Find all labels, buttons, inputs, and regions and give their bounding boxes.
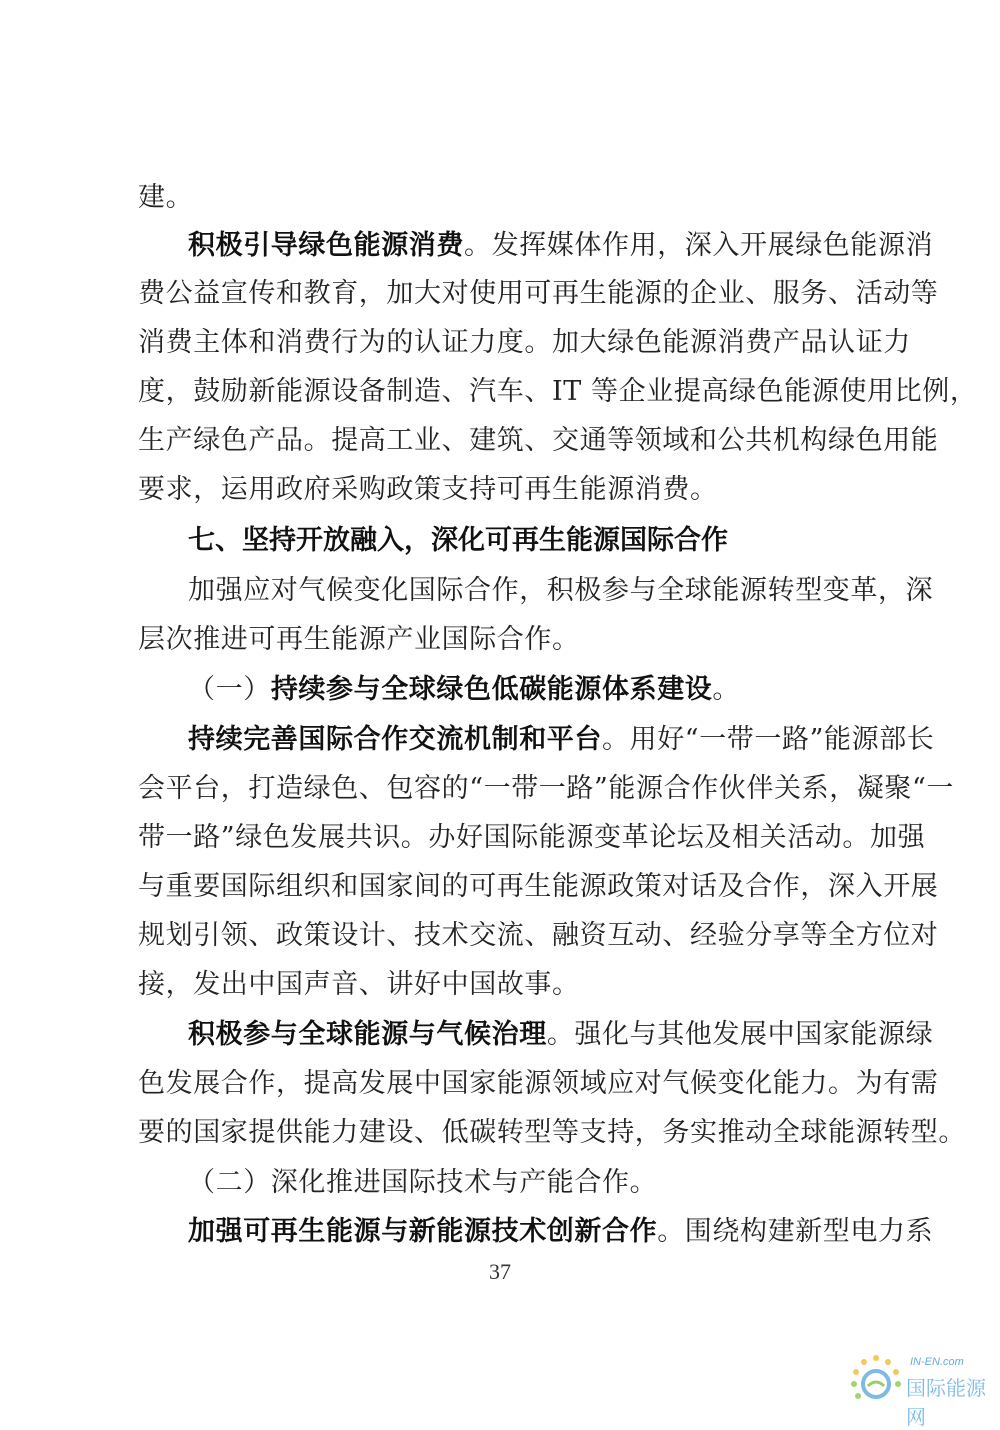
subsection-end: 。 [712, 674, 741, 705]
paragraph-line: 规划引领、政策设计、技术交流、融资互动、经验分享等全方位对 [138, 920, 939, 951]
paragraph-line: 接，发出中国声音、讲好中国故事。 [138, 969, 580, 1000]
subsection-heading: （二）深化推进国际技术与产能合作。 [188, 1167, 658, 1198]
page-number: 37 [489, 1259, 511, 1284]
subsection-heading [188, 672, 740, 708]
paragraph-line [188, 1017, 933, 1053]
paragraph-line: 要的国家提供能力建设、低碳转型等支持，务实推动全球能源转型。 [138, 1117, 966, 1148]
paragraph-line: 消费主体和消费行为的认证力度。加大绿色能源消费产品认证力 [138, 327, 911, 358]
paragraph-text: 。用好“一带一路”能源部长 [602, 724, 935, 755]
paragraph-line: 带一路”绿色发展共识。办好国际能源变革论坛及相关活动。加强 [138, 822, 926, 853]
paragraph-line: 要求，运用政府采购政策支持可再生能源消费。 [138, 474, 718, 505]
paragraph-line: 建。 [138, 182, 194, 213]
paragraph-text: 。围绕构建新型电力系 [657, 1216, 934, 1247]
paragraph-line: 费公益宣传和教育，加大对使用可再生能源的企业、服务、活动等 [138, 278, 939, 309]
paragraph-line: 加强应对气候变化国际合作，积极参与全球能源转型变革，深 [188, 575, 934, 606]
section-heading: 七、坚持开放融入，深化可再生能源国际合作 [188, 525, 728, 556]
watermark-text-cn: 国际能源网 [906, 1376, 986, 1429]
paragraph-line [188, 722, 934, 758]
paragraph-line: 与重要国际组织和国家间的可再生能源政策对话及合作，深入开展 [138, 871, 939, 902]
paragraph-line: 会平台，打造绿色、包容的“一带一路”能源合作伙伴关系，凝聚“一 [138, 773, 955, 804]
subsection-number: （一） [188, 674, 271, 705]
watermark-text-en: IN-EN.com [910, 1356, 964, 1368]
paragraph-line: 层次推进可再生能源产业国际合作。 [138, 624, 580, 655]
watermark [848, 1352, 998, 1429]
sun-logo-icon [848, 1352, 904, 1408]
paragraph-text: 。发挥媒体作用，深入开展绿色能源消 [464, 230, 934, 261]
paragraph-line: 生产绿色产品。提高工业、建筑、交通等领域和公共机构绿色用能 [138, 425, 939, 456]
paragraph-text: 。强化与其他发展中国家能源绿 [546, 1019, 934, 1050]
paragraph-line [188, 228, 933, 264]
paragraph-line [188, 1214, 933, 1250]
bold-lead: 积极参与全球能源与气候治理 [188, 1019, 547, 1050]
bold-lead: 加强可再生能源与新能源技术创新合作 [188, 1216, 658, 1247]
subsection-title: 持续参与全球绿色低碳能源体系建设 [270, 674, 713, 705]
bold-lead: 积极引导绿色能源消费 [188, 230, 464, 261]
bold-lead: 持续完善国际合作交流机制和平台 [188, 724, 602, 755]
paragraph-line: 色发展合作，提高发展中国家能源领域应对气候变化能力。为有需 [138, 1068, 939, 1099]
paragraph-line: 度，鼓励新能源设备制造、汽车、IT 等企业提高绿色能源使用比例， [138, 376, 978, 407]
